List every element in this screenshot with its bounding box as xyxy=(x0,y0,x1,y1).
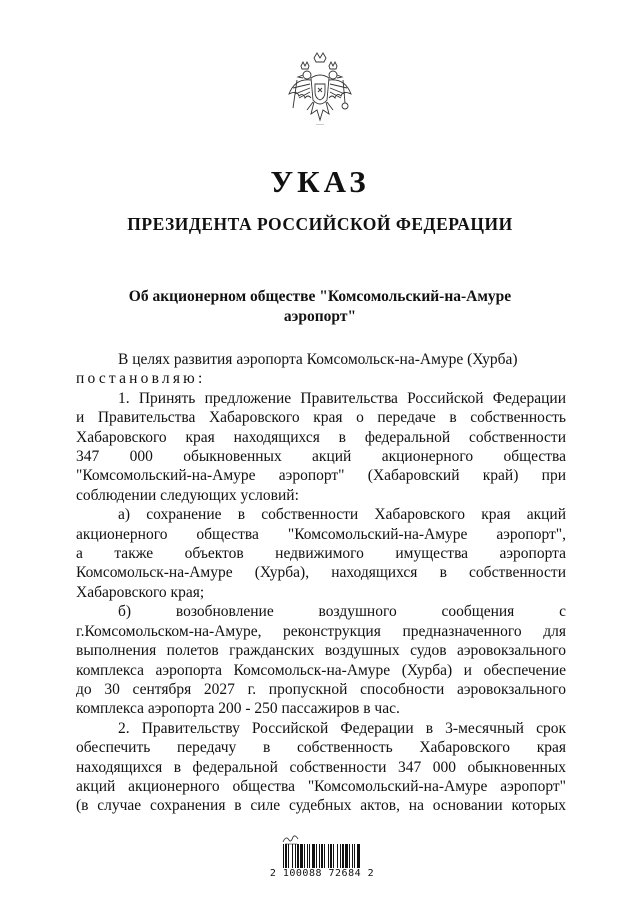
text-line: "Комсомольский-на-Амуре аэропорт" (Хабаровский край) при xyxy=(76,467,566,485)
item-1-paragraph xyxy=(76,389,566,505)
decree-body xyxy=(76,350,566,816)
decree-heading xyxy=(100,287,540,327)
text-line: акций акционерного общества "Комсомольский-на-Амуре аэропорт" xyxy=(76,777,566,795)
issuer-subtitle: ПРЕЗИДЕНТА РОССИЙСКОЙ ФЕДЕРАЦИИ xyxy=(127,214,513,234)
text-line: г.Комсомольском-на-Амуре, реконструкция предназначенного для xyxy=(76,622,566,640)
text-line: 1. Принять предложение Правительства Российской Федерации xyxy=(118,389,566,407)
item-1b-paragraph xyxy=(76,602,566,718)
text-line: б) возобновление воздушного сообщения с xyxy=(118,603,566,621)
heading-line: Об акционерном обществе "Комсомольский-на-Амуре xyxy=(128,288,512,305)
text-line: акционерного общества "Комсомольский-на-Амуре аэропорт", xyxy=(76,525,566,543)
barcode-icon xyxy=(282,844,362,868)
text-line: до 30 сентября 2027 г. пропускной способности аэровокзального xyxy=(76,680,566,698)
text-line: обеспечить передачу в собственность Хабаровского края xyxy=(76,739,566,757)
text-line: (в случае сохранения в силе судебных актов, на основании которых xyxy=(76,797,566,815)
barcode-number: 2 100088 72684 2 xyxy=(269,868,375,879)
text-line: а также объектов недвижимого имущества аэропорта xyxy=(76,545,566,563)
text-line: комплекса аэропорта Комсомольск-на-Амуре (Хурба) и обеспечение xyxy=(76,661,566,679)
intro-paragraph xyxy=(76,350,566,369)
text-line: Хабаровского края; xyxy=(76,583,205,601)
text-line: 2. Правительству Российской Федерации в 3-месячный срок xyxy=(118,719,566,737)
text-line: В целях развития аэропорта Комсомольск-на-Амуре (Хурба) xyxy=(118,351,518,368)
text-line: и Правительства Хабаровского края о передаче в собственность xyxy=(76,409,566,427)
state-emblem-icon xyxy=(283,50,357,142)
text-line: выполнения полетов гражданских воздушных судов аэровокзального xyxy=(76,642,566,660)
text-line: комплекса аэропорта 200 - 250 пассажиров в час. xyxy=(76,700,400,718)
decree-word: постановляю: xyxy=(76,370,206,388)
text-line: 347 000 обыкновенных акций акционерного общества xyxy=(76,448,566,466)
text-line: находящихся в федеральной собственности 347 000 обыкновенных xyxy=(76,758,566,776)
item-1a-paragraph xyxy=(76,505,566,602)
item-2-paragraph xyxy=(76,719,566,816)
decree-word-paragraph xyxy=(76,369,566,388)
text-line: Хабаровского края находящихся в федеральной собственности xyxy=(76,428,566,446)
text-line: Комсомольск-на-Амуре (Хурба), находящихся в собственности xyxy=(76,564,566,582)
text-line: соблюдении следующих условий: xyxy=(76,486,299,504)
heading-line: аэропорт" xyxy=(283,308,357,325)
document-type-title: УКАЗ xyxy=(270,164,370,199)
text-line: а) сохранение в собственности Хабаровского края акций xyxy=(118,506,566,524)
